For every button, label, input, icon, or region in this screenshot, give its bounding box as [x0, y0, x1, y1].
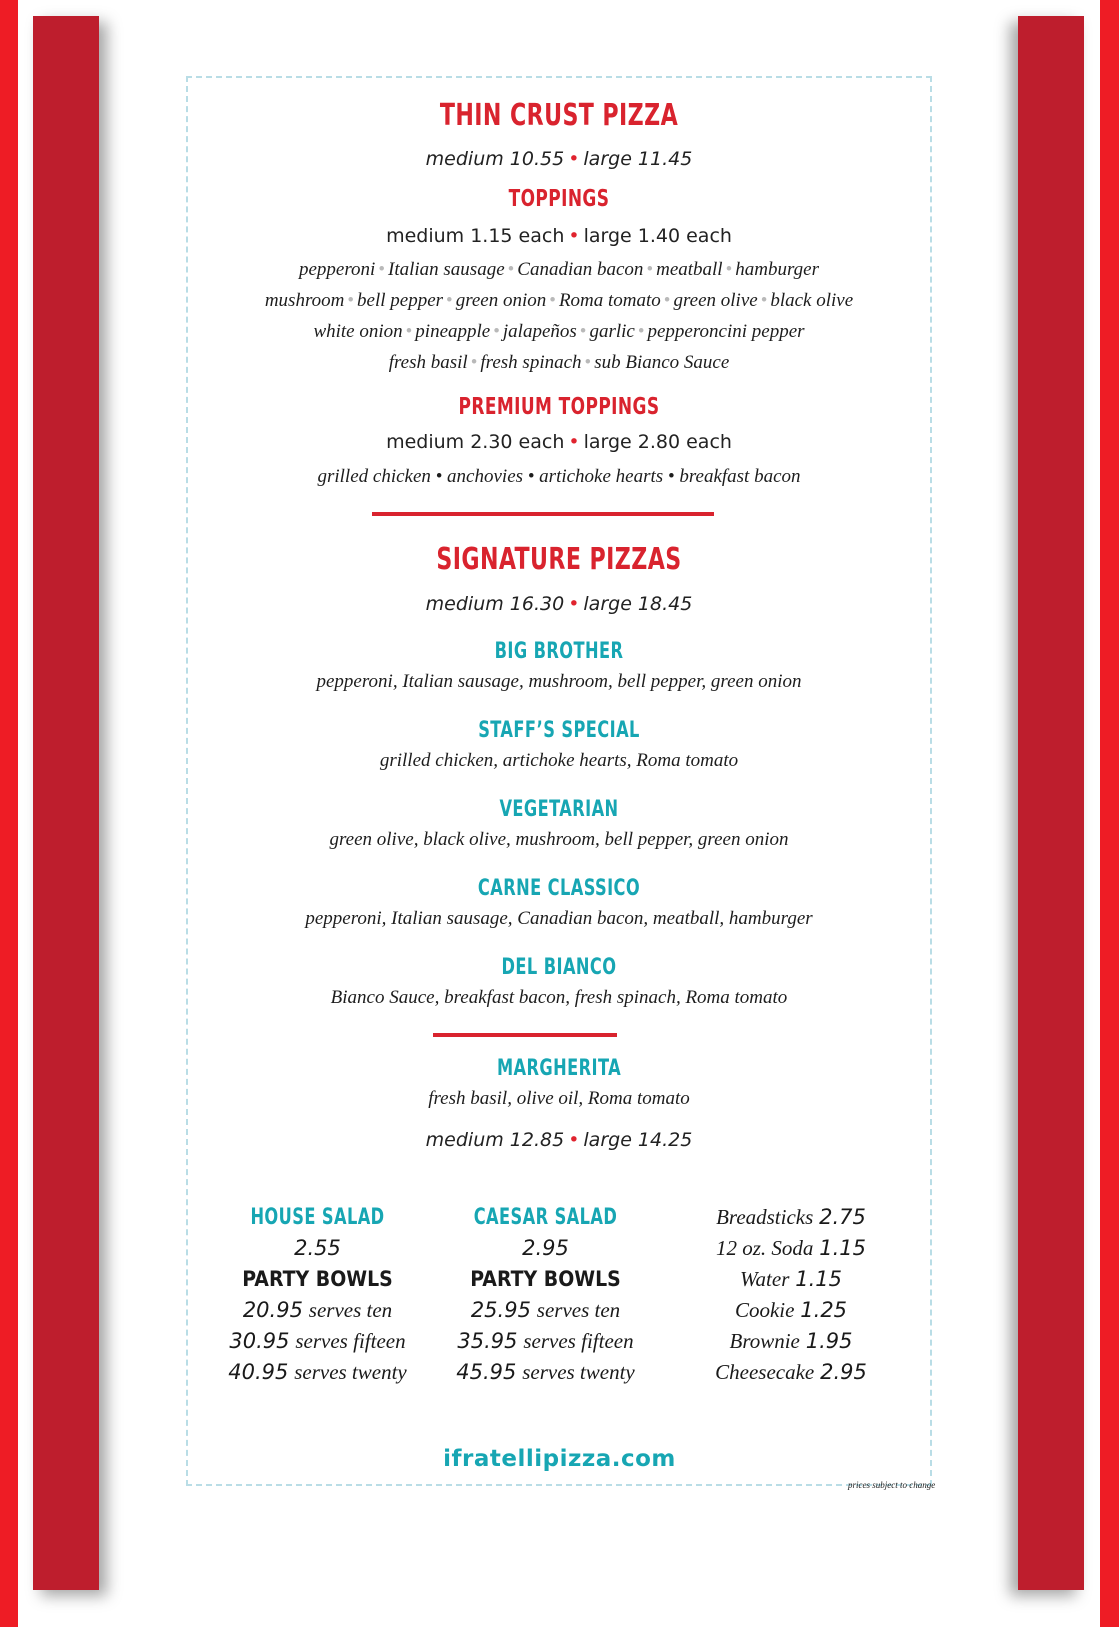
signature-section [186, 542, 932, 577]
extra-name: Breadsticks [716, 1205, 814, 1229]
topping-item: Canadian bacon [517, 259, 644, 280]
house-salad-price: 2.55 [294, 1236, 341, 1260]
pizza-name: STAFF’S SPECIAL [478, 718, 640, 743]
pizza-name: CARNE CLASSICO [477, 876, 641, 901]
bowl-serves: serves fifteen [523, 1329, 634, 1353]
premium-section [186, 394, 932, 420]
bullet-dot: • [405, 321, 413, 342]
bullet-dot: • [568, 1129, 580, 1151]
extra-item [676, 1264, 906, 1295]
border-stripe-right-inner [1018, 16, 1084, 1590]
toppings-section [186, 186, 932, 212]
thin-crust-price [186, 148, 932, 170]
topping-item: green olive [673, 290, 758, 311]
bullet-dot: • [507, 259, 515, 280]
bullet-dot: • [568, 148, 580, 170]
bowl-serves: serves twenty [294, 1360, 407, 1384]
topping-item: sub Bianco Sauce [594, 352, 730, 373]
signature-title: SIGNATURE PIZZAS [436, 542, 682, 577]
topping-item: pepperoncini pepper [647, 321, 805, 342]
party-bowl-row [205, 1295, 430, 1326]
pizza-item [186, 639, 932, 697]
bullet-dot: • [470, 352, 478, 373]
website-link[interactable]: ifratellipizza.com [443, 1446, 676, 1472]
topping-item: fresh spinach [480, 352, 582, 373]
topping-item: garlic [589, 321, 635, 342]
bullet-dot: • [568, 593, 580, 615]
margherita-item [186, 1056, 932, 1114]
bullet-dot: • [568, 431, 580, 453]
bullet-dot: • [579, 321, 587, 342]
extra-price: 2.95 [820, 1360, 867, 1384]
bowl-price: 40.95 [228, 1360, 289, 1384]
bowl-price: 35.95 [457, 1329, 518, 1353]
toppings-list [186, 254, 932, 378]
premium-price [186, 431, 932, 453]
house-salad-title: HOUSE SALAD [250, 1205, 385, 1230]
bullet-dot: • [347, 290, 355, 311]
toppings-line [186, 347, 932, 378]
signature-price-large: large 18.45 [583, 593, 693, 615]
thin-crust-title: THIN CRUST PIZZA [439, 98, 679, 133]
house-salad-column [205, 1202, 430, 1388]
pizza-desc: pepperoni, Italian sausage, mushroom, bell pepper, green onion [316, 671, 802, 692]
topping-item: fresh basil [388, 352, 468, 373]
extra-name: Cookie [734, 1298, 795, 1322]
margherita-price [186, 1129, 932, 1151]
bowl-price: 25.95 [470, 1298, 531, 1322]
thin-crust-price-large: large 11.45 [583, 148, 693, 170]
toppings-line [186, 285, 932, 316]
premium-title: PREMIUM TOPPINGS [458, 394, 660, 420]
margherita-price-medium: medium 12.85 [425, 1129, 565, 1151]
bowl-serves: serves twenty [522, 1360, 635, 1384]
bowl-price: 20.95 [242, 1298, 303, 1322]
thin-crust-section [186, 98, 932, 133]
toppings-price-large: large 1.40 each [583, 225, 732, 247]
topping-item: green onion [455, 290, 547, 311]
bullet-dot: • [493, 321, 500, 342]
extra-item [676, 1233, 906, 1264]
margherita-price-large: large 14.25 [583, 1129, 693, 1151]
bullet-dot: • [568, 225, 580, 247]
caesar-salad-title: CAESAR SALAD [473, 1205, 618, 1230]
bowl-serves: serves ten [536, 1298, 621, 1322]
extra-name: 12 oz. Soda [715, 1236, 814, 1260]
divider [372, 512, 714, 516]
thin-crust-price-medium: medium 10.55 [425, 148, 565, 170]
topping-item: bell pepper [357, 290, 444, 311]
bullet-dot: • [637, 321, 645, 342]
extra-item [676, 1202, 906, 1233]
toppings-line [186, 254, 932, 285]
border-stripe-right-outer [1100, 0, 1119, 1627]
toppings-price-medium: medium 1.15 each [386, 225, 565, 247]
party-bowl-row [433, 1326, 658, 1357]
pizza-desc: pepperoni, Italian sausage, Canadian bacon, meatball, hamburger [305, 908, 813, 929]
party-bowls-label: PARTY BOWLS [242, 1267, 393, 1291]
extra-price: 2.75 [819, 1205, 866, 1229]
extra-price: 1.15 [819, 1236, 867, 1260]
bullet-dot: • [646, 259, 654, 280]
premium-price-medium: medium 2.30 each [386, 431, 565, 453]
pizza-item [186, 797, 932, 855]
pizza-name: DEL BIANCO [501, 955, 617, 980]
bullet-dot: • [446, 290, 453, 311]
toppings-title: TOPPINGS [508, 186, 610, 212]
bullet-dot: • [725, 259, 733, 280]
extras-column [676, 1202, 906, 1388]
pizza-item [186, 718, 932, 776]
toppings-line [186, 316, 932, 347]
bowl-serves: serves ten [308, 1298, 393, 1322]
pizza-desc: grilled chicken, artichoke hearts, Roma tomato [379, 750, 739, 771]
extra-name: Water [739, 1267, 790, 1291]
party-bowl-row [433, 1357, 658, 1388]
extra-item [676, 1326, 906, 1357]
extra-price: 1.15 [795, 1267, 842, 1291]
toppings-price [186, 225, 932, 247]
topping-item: Italian sausage [388, 259, 505, 280]
border-stripe-left-inner [33, 16, 99, 1590]
pizza-desc: Bianco Sauce, breakfast bacon, fresh spinach, Roma tomato [330, 987, 788, 1008]
signature-price-medium: medium 16.30 [425, 593, 565, 615]
extra-name: Cheesecake [715, 1360, 815, 1384]
prices-note: prices subject to change [848, 1480, 936, 1490]
topping-item: pepperoni [299, 259, 376, 280]
bullet-dot: • [663, 290, 671, 311]
topping-item: meatball [656, 259, 723, 280]
extra-name: Brownie [729, 1329, 800, 1353]
topping-item: mushroom [264, 290, 345, 311]
pizza-item [186, 955, 932, 1013]
pizza-name: VEGETARIAN [499, 797, 619, 822]
premium-price-large: large 2.80 each [583, 431, 732, 453]
party-bowls-label: PARTY BOWLS [470, 1267, 621, 1291]
caesar-salad-column [433, 1202, 658, 1388]
extra-price: 1.95 [805, 1329, 853, 1353]
bullet-dot: • [549, 290, 556, 311]
topping-item: jalapeños [502, 321, 577, 342]
bowl-price: 30.95 [229, 1329, 290, 1353]
margherita-name: MARGHERITA [496, 1056, 622, 1081]
pizza-item [186, 876, 932, 934]
topping-item: pineapple [415, 321, 491, 342]
bullet-dot: • [378, 259, 385, 280]
margherita-desc: fresh basil, olive oil, Roma tomato [428, 1088, 690, 1109]
divider [433, 1033, 617, 1037]
extra-price: 1.25 [800, 1298, 848, 1322]
extra-item [676, 1295, 906, 1326]
signature-price [186, 593, 932, 615]
bowl-price: 45.95 [456, 1360, 517, 1384]
pizza-name: BIG BROTHER [494, 639, 624, 664]
bullet-dot: • [584, 352, 592, 373]
premium-items: grilled chicken • anchovies • artichoke hearts • breakfast bacon [317, 466, 801, 487]
caesar-salad-price: 2.95 [522, 1236, 569, 1260]
bullet-dot: • [760, 290, 768, 311]
border-stripe-left-outer [0, 0, 18, 1627]
topping-item: hamburger [735, 259, 819, 280]
extra-item [676, 1357, 906, 1388]
pizza-desc: green olive, black olive, mushroom, bell pepper, green onion [329, 829, 789, 850]
party-bowl-row [205, 1326, 430, 1357]
party-bowl-row [433, 1295, 658, 1326]
party-bowl-row [205, 1357, 430, 1388]
bowl-serves: serves fifteen [295, 1329, 406, 1353]
topping-item: black olive [770, 290, 854, 311]
topping-item: Roma tomato [558, 290, 661, 311]
topping-item: white onion [313, 321, 403, 342]
